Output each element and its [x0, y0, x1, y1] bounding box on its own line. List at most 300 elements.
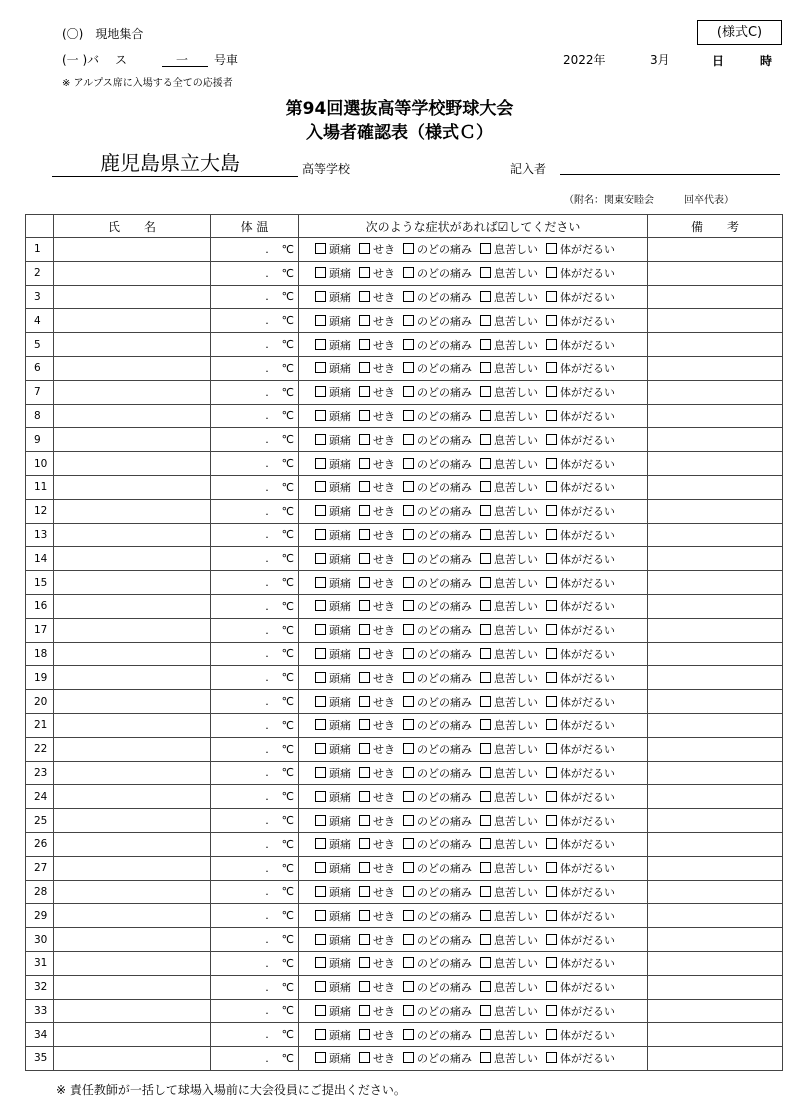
symptom-option[interactable] [480, 696, 538, 709]
symptom-option[interactable] [359, 529, 395, 542]
temperature-cell[interactable] [211, 523, 299, 547]
symptom-option[interactable] [403, 767, 472, 780]
checkbox-icon[interactable] [315, 362, 326, 373]
checkbox-icon[interactable] [546, 886, 557, 897]
remarks-cell[interactable] [648, 761, 783, 785]
name-cell[interactable] [54, 761, 211, 785]
symptom-option[interactable] [480, 243, 538, 256]
checkbox-icon[interactable] [315, 267, 326, 278]
symptom-option[interactable] [546, 410, 615, 423]
checkbox-icon[interactable] [480, 815, 491, 826]
temperature-cell[interactable] [211, 309, 299, 333]
checkbox-icon[interactable] [546, 1005, 557, 1016]
symptom-option[interactable] [480, 505, 538, 518]
remarks-cell[interactable] [648, 1047, 783, 1071]
checkbox-icon[interactable] [359, 362, 370, 373]
symptom-option[interactable] [546, 553, 615, 566]
checkbox-icon[interactable] [359, 910, 370, 921]
checkbox-icon[interactable] [480, 243, 491, 254]
symptom-option[interactable] [546, 243, 615, 256]
symptom-option[interactable] [359, 910, 395, 923]
checkbox-icon[interactable] [546, 1029, 557, 1040]
checkbox-icon[interactable] [480, 1005, 491, 1016]
symptom-option[interactable] [403, 577, 472, 590]
checkbox-icon[interactable] [546, 624, 557, 635]
remarks-cell[interactable] [648, 880, 783, 904]
symptom-option[interactable] [546, 577, 615, 590]
remarks-cell[interactable] [648, 571, 783, 595]
name-cell[interactable] [54, 666, 211, 690]
symptom-option[interactable] [359, 243, 395, 256]
symptom-option[interactable] [546, 291, 615, 304]
remarks-cell[interactable] [648, 452, 783, 476]
name-cell[interactable] [54, 309, 211, 333]
symptom-option[interactable] [480, 719, 538, 732]
checkbox-icon[interactable] [315, 934, 326, 945]
temperature-cell[interactable] [211, 856, 299, 880]
checkbox-icon[interactable] [359, 529, 370, 540]
checkbox-icon[interactable] [359, 719, 370, 730]
symptom-option[interactable] [546, 934, 615, 947]
symptom-option[interactable] [546, 886, 615, 899]
checkbox-icon[interactable] [403, 672, 414, 683]
checkbox-icon[interactable] [359, 934, 370, 945]
checkbox-icon[interactable] [546, 767, 557, 778]
symptom-option[interactable] [480, 815, 538, 828]
temperature-cell[interactable] [211, 475, 299, 499]
symptom-option[interactable] [403, 743, 472, 756]
checkbox-icon[interactable] [359, 696, 370, 707]
checkbox-icon[interactable] [359, 648, 370, 659]
symptom-option[interactable] [480, 315, 538, 328]
symptom-option[interactable] [359, 339, 395, 352]
remarks-cell[interactable] [648, 309, 783, 333]
symptom-option[interactable] [359, 434, 395, 447]
symptom-option[interactable] [315, 957, 351, 970]
checkbox-icon[interactable] [403, 386, 414, 397]
symptom-option[interactable] [480, 434, 538, 447]
checkbox-icon[interactable] [359, 458, 370, 469]
checkbox-icon[interactable] [480, 719, 491, 730]
checkbox-icon[interactable] [403, 1005, 414, 1016]
symptom-option[interactable] [315, 291, 351, 304]
symptom-option[interactable] [546, 791, 615, 804]
checkbox-icon[interactable] [546, 410, 557, 421]
remarks-cell[interactable] [648, 666, 783, 690]
symptom-option[interactable] [480, 481, 538, 494]
symptom-option[interactable] [546, 267, 615, 280]
temperature-cell[interactable] [211, 238, 299, 262]
checkbox-icon[interactable] [315, 481, 326, 492]
checkbox-icon[interactable] [359, 981, 370, 992]
remarks-cell[interactable] [648, 785, 783, 809]
remarks-cell[interactable] [648, 285, 783, 309]
symptom-option[interactable] [403, 957, 472, 970]
checkbox-icon[interactable] [480, 648, 491, 659]
checkbox-icon[interactable] [480, 505, 491, 516]
checkbox-icon[interactable] [359, 553, 370, 564]
checkbox-icon[interactable] [403, 743, 414, 754]
checkbox-icon[interactable] [315, 1005, 326, 1016]
symptom-option[interactable] [546, 458, 615, 471]
symptom-option[interactable] [359, 957, 395, 970]
checkbox-icon[interactable] [359, 862, 370, 873]
symptom-option[interactable] [546, 696, 615, 709]
checkbox-icon[interactable] [315, 791, 326, 802]
checkbox-icon[interactable] [315, 339, 326, 350]
symptom-option[interactable] [546, 1052, 615, 1065]
symptom-option[interactable] [359, 315, 395, 328]
symptom-option[interactable] [403, 600, 472, 613]
symptom-option[interactable] [480, 267, 538, 280]
checkbox-icon[interactable] [546, 243, 557, 254]
name-cell[interactable] [54, 785, 211, 809]
symptom-option[interactable] [480, 886, 538, 899]
symptom-option[interactable] [480, 1052, 538, 1065]
symptom-option[interactable] [546, 838, 615, 851]
symptom-option[interactable] [546, 815, 615, 828]
temperature-cell[interactable] [211, 261, 299, 285]
symptom-option[interactable] [403, 410, 472, 423]
symptom-option[interactable] [403, 886, 472, 899]
remarks-cell[interactable] [648, 428, 783, 452]
symptom-option[interactable] [546, 434, 615, 447]
remarks-cell[interactable] [648, 499, 783, 523]
checkbox-icon[interactable] [403, 934, 414, 945]
symptom-option[interactable] [403, 243, 472, 256]
checkbox-icon[interactable] [480, 767, 491, 778]
symptom-option[interactable] [403, 696, 472, 709]
remarks-cell[interactable] [648, 904, 783, 928]
checkbox-icon[interactable] [546, 910, 557, 921]
checkbox-icon[interactable] [546, 529, 557, 540]
temperature-cell[interactable] [211, 761, 299, 785]
symptom-option[interactable] [546, 481, 615, 494]
remarks-cell[interactable] [648, 333, 783, 357]
checkbox-icon[interactable] [546, 743, 557, 754]
checkbox-icon[interactable] [480, 862, 491, 873]
symptom-option[interactable] [480, 362, 538, 375]
checkbox-icon[interactable] [359, 886, 370, 897]
remarks-cell[interactable] [648, 380, 783, 404]
remarks-cell[interactable] [648, 737, 783, 761]
symptom-option[interactable] [315, 386, 351, 399]
symptom-option[interactable] [546, 529, 615, 542]
temperature-cell[interactable] [211, 499, 299, 523]
checkbox-icon[interactable] [480, 362, 491, 373]
symptom-option[interactable] [480, 981, 538, 994]
checkbox-icon[interactable] [546, 458, 557, 469]
checkbox-icon[interactable] [403, 1052, 414, 1063]
symptom-option[interactable] [315, 315, 351, 328]
symptom-option[interactable] [315, 624, 351, 637]
symptom-option[interactable] [403, 481, 472, 494]
checkbox-icon[interactable] [315, 719, 326, 730]
checkbox-icon[interactable] [480, 386, 491, 397]
checkbox-icon[interactable] [480, 910, 491, 921]
symptom-option[interactable] [315, 553, 351, 566]
checkbox-icon[interactable] [315, 886, 326, 897]
checkbox-icon[interactable] [480, 600, 491, 611]
checkbox-icon[interactable] [403, 910, 414, 921]
checkbox-icon[interactable] [546, 981, 557, 992]
checkbox-icon[interactable] [359, 957, 370, 968]
checkbox-icon[interactable] [359, 386, 370, 397]
checkbox-icon[interactable] [403, 362, 414, 373]
symptom-option[interactable] [403, 291, 472, 304]
symptom-option[interactable] [359, 767, 395, 780]
symptom-option[interactable] [315, 577, 351, 590]
symptom-option[interactable] [315, 1005, 351, 1018]
checkbox-icon[interactable] [546, 577, 557, 588]
temperature-cell[interactable] [211, 642, 299, 666]
symptom-option[interactable] [480, 648, 538, 661]
symptom-option[interactable] [315, 410, 351, 423]
name-cell[interactable] [54, 285, 211, 309]
checkbox-icon[interactable] [315, 767, 326, 778]
temperature-cell[interactable] [211, 618, 299, 642]
symptom-option[interactable] [403, 672, 472, 685]
checkbox-icon[interactable] [480, 458, 491, 469]
checkbox-icon[interactable] [546, 505, 557, 516]
temperature-cell[interactable] [211, 428, 299, 452]
checkbox-icon[interactable] [546, 553, 557, 564]
temperature-cell[interactable] [211, 880, 299, 904]
checkbox-icon[interactable] [315, 315, 326, 326]
symptom-option[interactable] [315, 934, 351, 947]
name-cell[interactable] [54, 594, 211, 618]
remarks-cell[interactable] [648, 975, 783, 999]
checkbox-icon[interactable] [403, 767, 414, 778]
symptom-option[interactable] [546, 743, 615, 756]
name-cell[interactable] [54, 428, 211, 452]
checkbox-icon[interactable] [480, 838, 491, 849]
name-cell[interactable] [54, 690, 211, 714]
temperature-cell[interactable] [211, 285, 299, 309]
remarks-cell[interactable] [648, 642, 783, 666]
checkbox-icon[interactable] [359, 838, 370, 849]
checkbox-icon[interactable] [359, 481, 370, 492]
remarks-cell[interactable] [648, 690, 783, 714]
symptom-option[interactable] [480, 339, 538, 352]
checkbox-icon[interactable] [403, 243, 414, 254]
checkbox-icon[interactable] [315, 696, 326, 707]
symptom-option[interactable] [403, 648, 472, 661]
temperature-cell[interactable] [211, 785, 299, 809]
checkbox-icon[interactable] [546, 696, 557, 707]
checkbox-icon[interactable] [546, 838, 557, 849]
symptom-option[interactable] [403, 362, 472, 375]
symptom-option[interactable] [315, 886, 351, 899]
symptom-option[interactable] [359, 648, 395, 661]
checkbox-icon[interactable] [546, 600, 557, 611]
symptom-option[interactable] [315, 743, 351, 756]
name-cell[interactable] [54, 333, 211, 357]
symptom-option[interactable] [359, 862, 395, 875]
temperature-cell[interactable] [211, 452, 299, 476]
checkbox-icon[interactable] [403, 434, 414, 445]
temperature-cell[interactable] [211, 999, 299, 1023]
checkbox-icon[interactable] [403, 719, 414, 730]
symptom-option[interactable] [480, 624, 538, 637]
checkbox-icon[interactable] [546, 291, 557, 302]
symptom-option[interactable] [546, 386, 615, 399]
checkbox-icon[interactable] [480, 553, 491, 564]
symptom-option[interactable] [403, 719, 472, 732]
name-cell[interactable] [54, 642, 211, 666]
temperature-cell[interactable] [211, 547, 299, 571]
checkbox-icon[interactable] [403, 529, 414, 540]
checkbox-icon[interactable] [359, 434, 370, 445]
checkbox-icon[interactable] [359, 315, 370, 326]
symptom-option[interactable] [359, 386, 395, 399]
symptom-option[interactable] [403, 624, 472, 637]
checkbox-icon[interactable] [359, 1005, 370, 1016]
temperature-cell[interactable] [211, 571, 299, 595]
checkbox-icon[interactable] [359, 600, 370, 611]
symptom-option[interactable] [546, 315, 615, 328]
symptom-option[interactable] [359, 815, 395, 828]
symptom-option[interactable] [403, 529, 472, 542]
remarks-cell[interactable] [648, 404, 783, 428]
checkbox-icon[interactable] [359, 624, 370, 635]
symptom-option[interactable] [315, 505, 351, 518]
name-cell[interactable] [54, 238, 211, 262]
checkbox-icon[interactable] [546, 267, 557, 278]
name-cell[interactable] [54, 523, 211, 547]
checkbox-icon[interactable] [480, 315, 491, 326]
checkbox-icon[interactable] [315, 862, 326, 873]
symptom-option[interactable] [315, 696, 351, 709]
temperature-cell[interactable] [211, 904, 299, 928]
checkbox-icon[interactable] [315, 815, 326, 826]
checkbox-icon[interactable] [480, 577, 491, 588]
symptom-option[interactable] [546, 339, 615, 352]
symptom-option[interactable] [480, 767, 538, 780]
checkbox-icon[interactable] [480, 1029, 491, 1040]
checkbox-icon[interactable] [359, 505, 370, 516]
remarks-cell[interactable] [648, 475, 783, 499]
checkbox-icon[interactable] [480, 672, 491, 683]
name-cell[interactable] [54, 999, 211, 1023]
checkbox-icon[interactable] [546, 339, 557, 350]
remarks-cell[interactable] [648, 713, 783, 737]
symptom-option[interactable] [315, 600, 351, 613]
symptom-option[interactable] [480, 577, 538, 590]
checkbox-icon[interactable] [315, 648, 326, 659]
name-cell[interactable] [54, 975, 211, 999]
checkbox-icon[interactable] [403, 648, 414, 659]
name-cell[interactable] [54, 951, 211, 975]
checkbox-icon[interactable] [359, 577, 370, 588]
name-cell[interactable] [54, 809, 211, 833]
checkbox-icon[interactable] [315, 243, 326, 254]
symptom-option[interactable] [403, 838, 472, 851]
symptom-option[interactable] [546, 981, 615, 994]
checkbox-icon[interactable] [403, 624, 414, 635]
symptom-option[interactable] [359, 410, 395, 423]
checkbox-icon[interactable] [480, 791, 491, 802]
symptom-option[interactable] [480, 791, 538, 804]
checkbox-icon[interactable] [315, 434, 326, 445]
temperature-cell[interactable] [211, 594, 299, 618]
checkbox-icon[interactable] [359, 815, 370, 826]
symptom-option[interactable] [315, 862, 351, 875]
checkbox-icon[interactable] [403, 553, 414, 564]
symptom-option[interactable] [546, 600, 615, 613]
checkbox-icon[interactable] [403, 815, 414, 826]
symptom-option[interactable] [480, 1029, 538, 1042]
symptom-option[interactable] [315, 529, 351, 542]
symptom-option[interactable] [403, 458, 472, 471]
symptom-option[interactable] [546, 719, 615, 732]
checkbox-icon[interactable] [359, 791, 370, 802]
checkbox-icon[interactable] [315, 1052, 326, 1063]
checkbox-icon[interactable] [315, 553, 326, 564]
checkbox-icon[interactable] [546, 434, 557, 445]
remarks-cell[interactable] [648, 547, 783, 571]
symptom-option[interactable] [359, 1029, 395, 1042]
checkbox-icon[interactable] [546, 648, 557, 659]
checkbox-icon[interactable] [480, 886, 491, 897]
name-cell[interactable] [54, 356, 211, 380]
temperature-cell[interactable] [211, 356, 299, 380]
symptom-option[interactable] [480, 672, 538, 685]
checkbox-icon[interactable] [315, 386, 326, 397]
symptom-option[interactable] [359, 505, 395, 518]
checkbox-icon[interactable] [315, 624, 326, 635]
checkbox-icon[interactable] [315, 410, 326, 421]
symptom-option[interactable] [546, 648, 615, 661]
remarks-cell[interactable] [648, 856, 783, 880]
checkbox-icon[interactable] [359, 410, 370, 421]
checkbox-icon[interactable] [546, 386, 557, 397]
checkbox-icon[interactable] [403, 315, 414, 326]
symptom-option[interactable] [403, 791, 472, 804]
symptom-option[interactable] [403, 1005, 472, 1018]
name-cell[interactable] [54, 380, 211, 404]
name-cell[interactable] [54, 571, 211, 595]
name-cell[interactable] [54, 618, 211, 642]
name-cell[interactable] [54, 904, 211, 928]
remarks-cell[interactable] [648, 832, 783, 856]
checkbox-icon[interactable] [546, 791, 557, 802]
symptom-option[interactable] [315, 481, 351, 494]
checkbox-icon[interactable] [315, 1029, 326, 1040]
name-cell[interactable] [54, 713, 211, 737]
symptom-option[interactable] [359, 934, 395, 947]
checkbox-icon[interactable] [403, 267, 414, 278]
symptom-option[interactable] [546, 767, 615, 780]
symptom-option[interactable] [480, 838, 538, 851]
remarks-cell[interactable] [648, 951, 783, 975]
temperature-cell[interactable] [211, 713, 299, 737]
symptom-option[interactable] [546, 862, 615, 875]
symptom-option[interactable] [403, 386, 472, 399]
checkbox-icon[interactable] [315, 505, 326, 516]
temperature-cell[interactable] [211, 380, 299, 404]
symptom-option[interactable] [359, 719, 395, 732]
symptom-option[interactable] [480, 410, 538, 423]
symptom-option[interactable] [315, 458, 351, 471]
checkbox-icon[interactable] [480, 981, 491, 992]
checkbox-icon[interactable] [359, 243, 370, 254]
checkbox-icon[interactable] [480, 624, 491, 635]
checkbox-icon[interactable] [546, 315, 557, 326]
symptom-option[interactable] [315, 1029, 351, 1042]
symptom-option[interactable] [480, 458, 538, 471]
checkbox-icon[interactable] [480, 339, 491, 350]
